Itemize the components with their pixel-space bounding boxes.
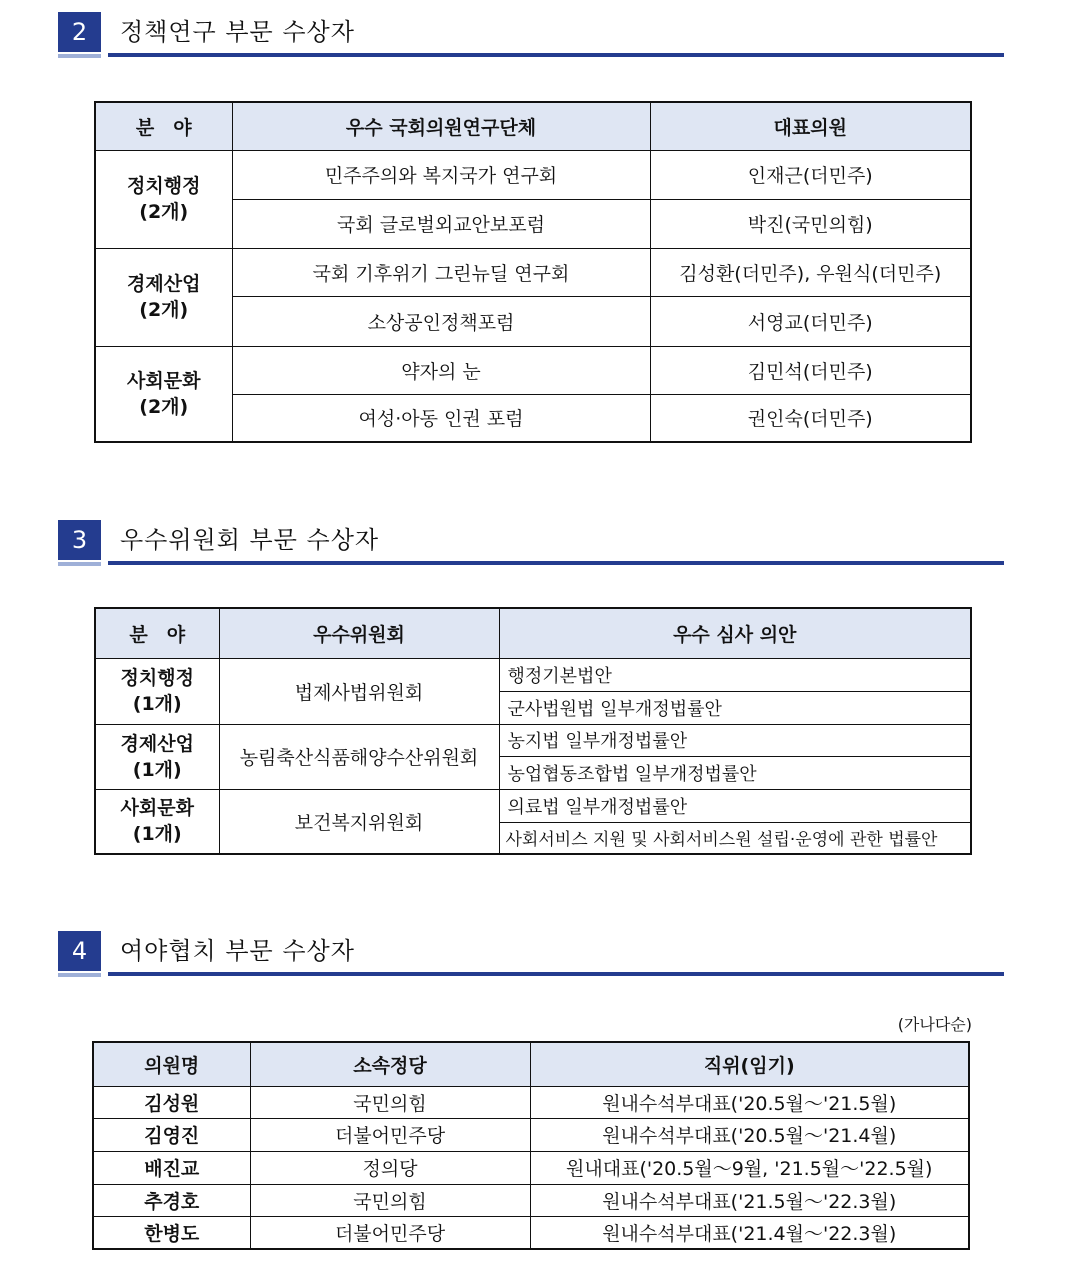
rep-cell: 김성환(더민주), 우원식(더민주): [650, 248, 971, 296]
bill-cell: 행정기본법안: [499, 658, 971, 691]
table-row: [93, 1184, 969, 1216]
section-rule: [108, 561, 1004, 565]
header-group: 우수 국회의원연구단체: [232, 102, 650, 150]
table-row: [93, 1086, 969, 1118]
position-cell: 원내수석부대표('21.4월～'22.3월): [530, 1216, 969, 1249]
party-cell: 정의당: [250, 1151, 530, 1184]
sort-note: (가나다순): [897, 1015, 972, 1034]
section-number-underline: [58, 562, 101, 566]
group-cell: 국회 글로벌외교안보포럼: [232, 199, 650, 248]
table-row: [95, 789, 971, 822]
bill-cell: 농지법 일부개정법률안: [499, 724, 971, 756]
category-cell: 사회문화 (2개): [95, 346, 232, 442]
section-rule: [108, 972, 1004, 976]
table-row: [95, 150, 971, 199]
header-committee: 우수위원회: [219, 608, 499, 658]
position-cell: 원내수석부대표('20.5월～'21.5월): [530, 1086, 969, 1118]
category-cell: 경제산업 (1개): [95, 724, 219, 789]
name-cell: 김성원: [93, 1086, 250, 1118]
group-cell: 약자의 눈: [232, 346, 650, 394]
section-title: 우수위원회 부문 수상자: [120, 526, 380, 554]
section-title: 정책연구 부문 수상자: [120, 18, 355, 46]
table-row: [95, 248, 971, 296]
rep-cell: 인재근(더민주): [650, 150, 971, 199]
group-cell: 여성·아동 인권 포럼: [232, 394, 650, 442]
header-party: 소속정당: [250, 1042, 530, 1086]
committee-cell: 법제사법위원회: [219, 658, 499, 724]
bill-cell: 군사법원법 일부개정법률안: [499, 691, 971, 724]
header-field: 분 야: [95, 608, 219, 658]
bill-cell: 사회서비스 지원 및 사회서비스원 설립·운영에 관한 법률안: [499, 822, 971, 854]
table-row: [95, 658, 971, 691]
section-number: 4: [58, 931, 101, 971]
header-field: 분 야: [95, 102, 232, 150]
rep-cell: 김민석(더민주): [650, 346, 971, 394]
header-bills: 우수 심사 의안: [499, 608, 971, 658]
name-cell: 배진교: [93, 1151, 250, 1184]
category-cell: 사회문화 (1개): [95, 789, 219, 854]
party-cell: 더불어민주당: [250, 1118, 530, 1151]
rep-cell: 권인숙(더민주): [650, 394, 971, 442]
table-row: [93, 1118, 969, 1151]
committee-cell: 농림축산식품해양수산위원회: [219, 724, 499, 789]
group-cell: 국회 기후위기 그린뉴딜 연구회: [232, 248, 650, 296]
section-header-committee: [58, 520, 1004, 564]
section-number: 2: [58, 12, 101, 52]
section-title: 여야협치 부문 수상자: [120, 937, 355, 965]
committee-table: [94, 607, 972, 855]
name-cell: 김영진: [93, 1118, 250, 1151]
position-cell: 원내수석부대표('21.5월～'22.3월): [530, 1184, 969, 1216]
name-cell: 한병도: [93, 1216, 250, 1249]
section-number: 3: [58, 520, 101, 560]
header-name: 의원명: [93, 1042, 250, 1086]
section-number-underline: [58, 54, 101, 58]
group-cell: 민주주의와 복지국가 연구회: [232, 150, 650, 199]
bipartisan-table: [92, 1041, 970, 1250]
position-cell: 원내대표('20.5월～9월, '21.5월～'22.5월): [530, 1151, 969, 1184]
table-row: [95, 724, 971, 756]
position-cell: 원내수석부대표('20.5월～'21.4월): [530, 1118, 969, 1151]
category-cell: 경제산업 (2개): [95, 248, 232, 346]
section-header-policy: [58, 12, 1004, 56]
section-rule: [108, 53, 1004, 57]
table-row: [93, 1151, 969, 1184]
table-row: [93, 1216, 969, 1249]
party-cell: 국민의힘: [250, 1184, 530, 1216]
header-position: 직위(임기): [530, 1042, 969, 1086]
category-cell: 정치행정 (1개): [95, 658, 219, 724]
bill-cell: 의료법 일부개정법률안: [499, 789, 971, 822]
party-cell: 더불어민주당: [250, 1216, 530, 1249]
name-cell: 추경호: [93, 1184, 250, 1216]
party-cell: 국민의힘: [250, 1086, 530, 1118]
rep-cell: 박진(국민의힘): [650, 199, 971, 248]
table-row: [95, 346, 971, 394]
group-cell: 소상공인정책포럼: [232, 296, 650, 346]
section-header-bipartisan: [58, 931, 1004, 975]
section-number-underline: [58, 973, 101, 977]
rep-cell: 서영교(더민주): [650, 296, 971, 346]
header-rep: 대표의원: [650, 102, 971, 150]
category-cell: 정치행정 (2개): [95, 150, 232, 248]
committee-cell: 보건복지위원회: [219, 789, 499, 854]
policy-research-table: [94, 101, 972, 443]
bill-cell: 농업협동조합법 일부개정법률안: [499, 756, 971, 789]
